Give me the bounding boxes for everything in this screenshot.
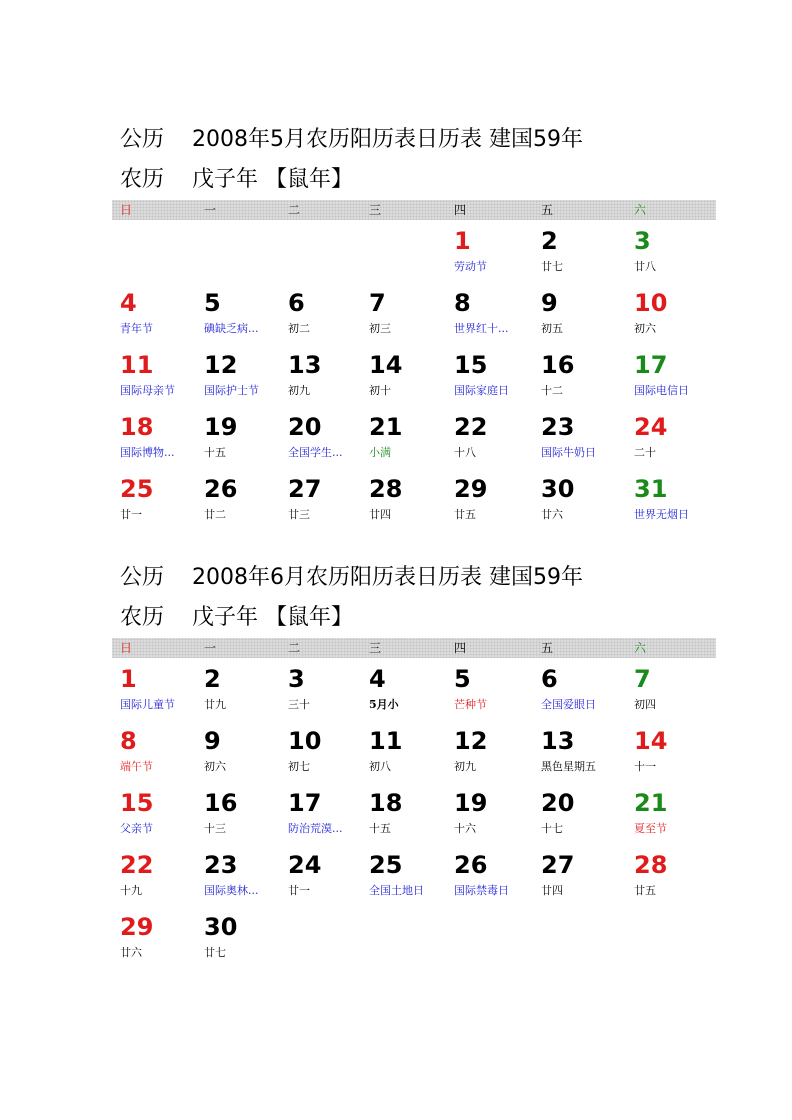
day-annotation: 国际电信日 [634,384,689,397]
day-cell [280,720,364,782]
day-cell [446,282,530,344]
day-cell [361,282,445,344]
weekday-label: 四 [454,203,467,217]
day-cell [112,844,196,906]
day-number: 8 [120,727,137,755]
day-number: 24 [634,413,668,441]
day-cell [112,282,196,344]
day-annotation: 廿七 [204,946,226,959]
day-annotation: 廿六 [120,946,142,959]
day-cell [533,282,617,344]
day-number: 16 [204,789,238,817]
gregorian-label: 公历 [120,127,165,152]
day-annotation: 廿五 [454,508,476,521]
month-title: 2008年5月农历阳历表日历表 建国59年 [192,127,583,152]
day-annotation: 国际牛奶日 [541,446,596,459]
day-annotation: 初六 [634,322,656,335]
day-number: 17 [288,789,322,817]
day-annotation: 十八 [454,446,476,459]
day-annotation: 全国土地日 [369,884,424,897]
day-annotation: 国际护士节 [204,384,259,397]
day-number: 12 [454,727,488,755]
day-cell [446,844,530,906]
lunar-year-title: 戊子年 【鼠年】 [192,605,353,630]
day-annotation: 世界红十... [454,322,509,335]
weekday-label: 日 [120,203,133,217]
day-cell [280,282,364,344]
day-cell [280,844,364,906]
day-annotation: 全国爱眼日 [541,698,596,711]
day-annotation: 端午节 [120,760,153,773]
day-cell [196,468,280,530]
day-number: 19 [454,789,488,817]
day-cell [626,220,710,282]
day-annotation: 国际博物... [120,446,175,459]
lunar-label: 农历 [120,605,165,630]
day-number: 21 [634,789,668,817]
day-cell [626,720,710,782]
day-number: 31 [634,475,668,503]
day-number: 12 [204,351,238,379]
day-number: 6 [288,289,305,317]
day-cell [446,658,530,720]
day-cell [280,406,364,468]
day-annotation: 廿六 [541,508,563,521]
day-number: 30 [204,913,238,941]
day-number: 14 [634,727,668,755]
day-annotation: 国际奥林... [204,884,259,897]
weekday-label: 一 [204,641,217,655]
day-number: 23 [541,413,575,441]
day-annotation: 初十 [369,384,391,397]
day-annotation: 初八 [369,760,391,773]
day-cell [533,782,617,844]
calendar-june-2008 [112,558,716,959]
day-cell [533,468,617,530]
day-number: 14 [369,351,403,379]
day-number: 1 [120,665,137,693]
calendar-title-lunar [112,598,716,638]
month-title: 2008年6月农历阳历表日历表 建国59年 [192,565,583,590]
day-annotation: 劳动节 [454,260,487,273]
day-number: 25 [120,475,154,503]
day-cell [446,406,530,468]
day-number: 27 [541,851,575,879]
day-cell [196,406,280,468]
day-annotation: 十六 [454,822,476,835]
gregorian-label: 公历 [120,565,165,590]
day-cell [626,658,710,720]
day-number: 9 [541,289,558,317]
day-cell [626,406,710,468]
weekday-label: 二 [288,203,301,217]
day-number: 18 [369,789,403,817]
day-annotation: 初七 [288,760,310,773]
day-number: 1 [454,227,471,255]
weekday-label: 六 [634,641,647,655]
day-annotation: 十二 [541,384,563,397]
day-annotation: 碘缺乏病... [204,322,259,335]
day-annotation: 父亲节 [120,822,153,835]
day-annotation: 芒种节 [454,698,487,711]
day-cell [361,658,445,720]
day-cell [196,906,280,968]
day-annotation: 黑色星期五 [541,760,596,773]
day-number: 20 [288,413,322,441]
day-cell [112,906,196,968]
day-number: 29 [120,913,154,941]
day-annotation: 初二 [288,322,310,335]
day-annotation: 廿二 [204,508,226,521]
day-cell [446,344,530,406]
day-cell [196,344,280,406]
day-number: 26 [204,475,238,503]
day-number: 9 [204,727,221,755]
day-annotation: 初九 [288,384,310,397]
day-cell [533,344,617,406]
day-number: 4 [120,289,137,317]
day-annotation: 防治荒漠... [288,822,343,835]
day-cell [361,344,445,406]
weekday-label: 日 [120,641,133,655]
weekday-header [112,200,716,220]
day-annotation: 二十 [634,446,656,459]
day-number: 2 [541,227,558,255]
day-cell [280,658,364,720]
day-number: 5 [204,289,221,317]
day-annotation: 廿九 [204,698,226,711]
day-number: 22 [454,413,488,441]
day-cell [626,844,710,906]
day-number: 13 [288,351,322,379]
day-cell [112,782,196,844]
day-number: 21 [369,413,403,441]
lunar-label: 农历 [120,167,165,192]
calendar-title-gregorian [112,120,716,160]
weekday-label: 三 [369,203,382,217]
day-annotation: 全国学生... [288,446,343,459]
day-number: 5 [454,665,471,693]
day-cell [280,782,364,844]
day-cell [446,220,530,282]
day-annotation: 5月小 [369,698,399,711]
day-cell [626,468,710,530]
weekday-label: 五 [541,641,554,655]
day-annotation: 十九 [120,884,142,897]
day-number: 28 [369,475,403,503]
day-annotation: 国际家庭日 [454,384,509,397]
day-cell [533,720,617,782]
day-annotation: 廿三 [288,508,310,521]
day-cell [626,782,710,844]
day-cell [626,344,710,406]
day-annotation: 三十 [288,698,310,711]
day-number: 19 [204,413,238,441]
day-cell [112,344,196,406]
day-number: 26 [454,851,488,879]
day-annotation: 廿七 [541,260,563,273]
day-number: 27 [288,475,322,503]
calendar-title-lunar [112,160,716,200]
day-number: 3 [634,227,651,255]
weekday-header [112,638,716,658]
day-annotation: 廿一 [288,884,310,897]
day-number: 4 [369,665,386,693]
day-annotation: 十一 [634,760,656,773]
day-cell [361,720,445,782]
day-number: 24 [288,851,322,879]
day-number: 13 [541,727,575,755]
day-cell [533,844,617,906]
day-cell [533,658,617,720]
day-number: 8 [454,289,471,317]
day-number: 7 [634,665,651,693]
day-annotation: 世界无烟日 [634,508,689,521]
day-annotation: 初六 [204,760,226,773]
lunar-year-title: 戊子年 【鼠年】 [192,167,353,192]
day-number: 20 [541,789,575,817]
day-number: 11 [369,727,403,755]
day-number: 15 [120,789,154,817]
weekday-label: 四 [454,641,467,655]
day-number: 17 [634,351,668,379]
day-annotation: 初九 [454,760,476,773]
day-cell [361,782,445,844]
day-cell [626,282,710,344]
day-cell [280,468,364,530]
day-cell [533,220,617,282]
weekday-label: 六 [634,203,647,217]
day-cell [196,658,280,720]
day-number: 23 [204,851,238,879]
day-number: 22 [120,851,154,879]
day-cell [112,406,196,468]
day-number: 29 [454,475,488,503]
weekday-label: 二 [288,641,301,655]
day-number: 25 [369,851,403,879]
day-annotation: 国际母亲节 [120,384,175,397]
day-cell [446,468,530,530]
day-annotation: 国际儿童节 [120,698,175,711]
day-cell [446,720,530,782]
day-cell [196,844,280,906]
day-annotation: 初五 [541,322,563,335]
day-cell [196,782,280,844]
day-annotation: 初三 [369,322,391,335]
day-number: 3 [288,665,305,693]
day-cell [196,282,280,344]
day-number: 15 [454,351,488,379]
day-cell [112,720,196,782]
day-annotation: 廿一 [120,508,142,521]
calendar-title-gregorian [112,558,716,598]
day-annotation: 夏至节 [634,822,667,835]
day-annotation: 廿四 [541,884,563,897]
day-number: 28 [634,851,668,879]
day-cell [361,406,445,468]
day-annotation: 初四 [634,698,656,711]
day-cell [533,406,617,468]
day-annotation: 十五 [369,822,391,835]
day-number: 10 [288,727,322,755]
weekday-label: 三 [369,641,382,655]
day-annotation: 廿五 [634,884,656,897]
day-annotation: 十三 [204,822,226,835]
day-annotation: 十七 [541,822,563,835]
day-cell [361,468,445,530]
day-cell [196,720,280,782]
day-cell [112,658,196,720]
day-annotation: 十五 [204,446,226,459]
weekday-label: 五 [541,203,554,217]
day-number: 11 [120,351,154,379]
day-cell [280,344,364,406]
day-annotation: 小满 [369,446,391,459]
day-number: 7 [369,289,386,317]
day-cell [361,844,445,906]
day-number: 30 [541,475,575,503]
calendar-may-2008 [112,120,716,521]
day-number: 10 [634,289,668,317]
day-annotation: 廿四 [369,508,391,521]
day-cell [112,468,196,530]
day-number: 16 [541,351,575,379]
weekday-label: 一 [204,203,217,217]
day-number: 2 [204,665,221,693]
day-number: 18 [120,413,154,441]
day-number: 6 [541,665,558,693]
day-annotation: 廿八 [634,260,656,273]
day-annotation: 国际禁毒日 [454,884,509,897]
day-annotation: 青年节 [120,322,153,335]
day-cell [446,782,530,844]
